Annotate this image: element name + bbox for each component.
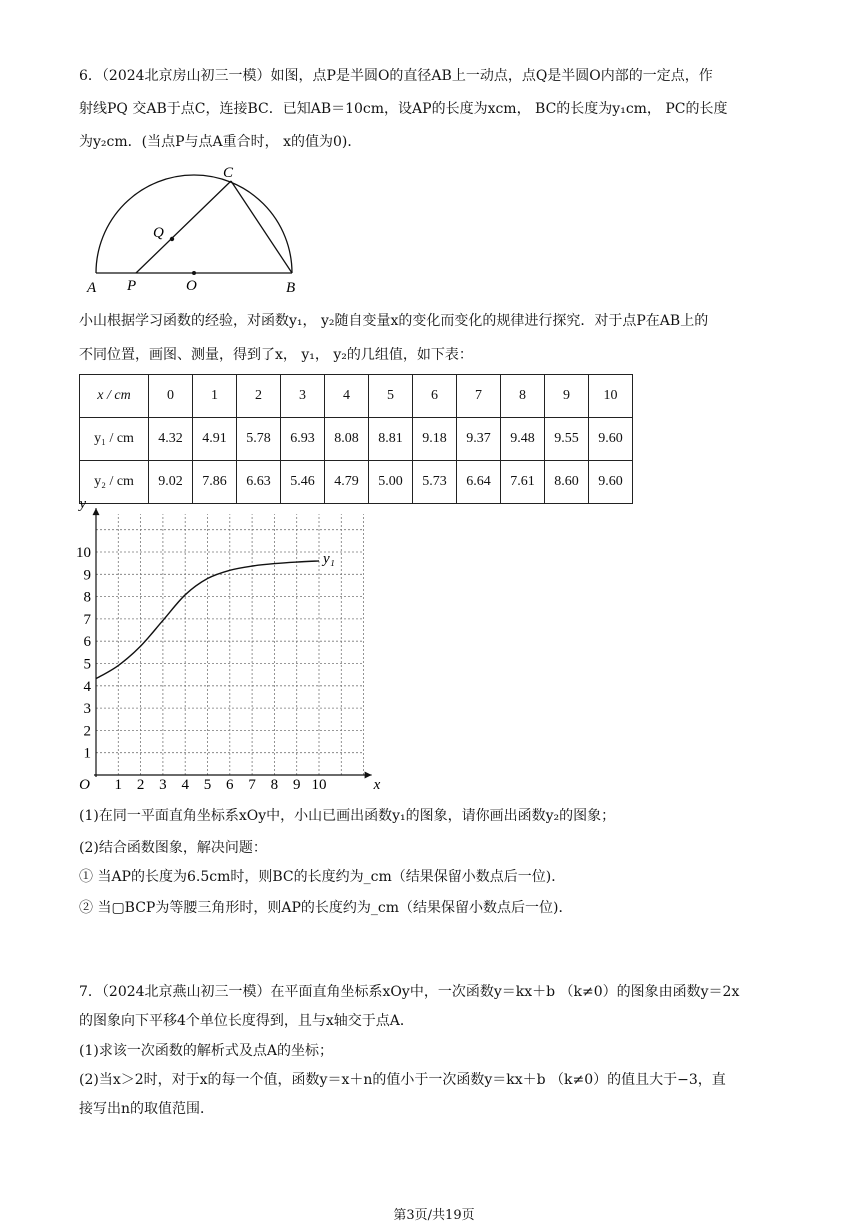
table-cell: 4.79 xyxy=(325,461,369,504)
table-row-x xyxy=(80,375,633,418)
x-axis-label: x xyxy=(373,777,381,793)
label-P: P xyxy=(127,278,137,294)
table-cell: 6.64 xyxy=(457,461,501,504)
q6-sub-1: ① 当AP的长度为6.5cm时，则BC的长度约为_cm（结果保留小数点后一位)． xyxy=(79,869,566,885)
label-C: C xyxy=(223,165,234,181)
table-cell: 5.00 xyxy=(369,461,413,504)
table-cell: 9.60 xyxy=(589,418,633,461)
series-label-y1: y₁ xyxy=(323,550,335,567)
y-tick-label: 6 xyxy=(83,634,91,651)
page-footer: 第3页/共19页 xyxy=(393,1208,475,1223)
point-O-dot xyxy=(192,271,196,275)
table-cell: 3 xyxy=(281,375,325,418)
point-Q-dot xyxy=(170,237,174,241)
y-tick-label: 8 xyxy=(83,589,91,606)
ray-PC xyxy=(136,181,231,273)
table-cell: 8.60 xyxy=(545,461,589,504)
table-cell: 4.91 xyxy=(193,418,237,461)
table-cell: 5.78 xyxy=(237,418,281,461)
table-cell: 6.63 xyxy=(237,461,281,504)
q6-para-2: 不同位置，画图、测量，得到了x， y₁， y₂的几组值，如下表： xyxy=(79,347,473,363)
table-cell: 9.37 xyxy=(457,418,501,461)
table-cell: 6 xyxy=(413,375,457,418)
table-header-y2: y₂ / cm xyxy=(80,461,149,504)
x-tick-label: 9 xyxy=(292,777,301,793)
table-cell: 9.18 xyxy=(413,418,457,461)
y-axis-label: y xyxy=(79,496,86,513)
x-tick-label: 3 xyxy=(159,777,167,793)
table-cell: 7 xyxy=(457,375,501,418)
table-cell: 8.81 xyxy=(369,418,413,461)
label-A: A xyxy=(87,280,97,296)
x-tick-label: 4 xyxy=(181,777,189,793)
x-tick-label: 5 xyxy=(203,777,212,793)
table-cell: 8 xyxy=(501,375,545,418)
q7-line-1: 7．（2024北京燕山初三一模）在平面直角坐标系xOy中，一次函数y＝kx＋b （k≠0）的图象由函数y＝2x xyxy=(79,984,740,1000)
q6-line-2: 射线PQ 交AB于点C，连接BC．已知AB＝10cm，设AP的长度为xcm， BC的长度为y₁cm， PC的长度 xyxy=(79,101,728,117)
q6-line-1: 6．（2024北京房山初三一模）如图，点P是半圆O的直径AB上一动点，点Q是半圆O内部的一定点，作 xyxy=(79,68,713,84)
table-cell: 7.86 xyxy=(193,461,237,504)
segment-BC xyxy=(231,181,292,273)
table-header-x: x / cm xyxy=(80,375,149,418)
x-axis-arrow xyxy=(365,772,372,779)
x-tick-label: 8 xyxy=(270,777,279,793)
y-tick-label: 7 xyxy=(83,611,91,628)
data-table xyxy=(79,374,633,504)
table-cell: 7.61 xyxy=(501,461,545,504)
q6-part-1: (1)在同一平面直角坐标系xOy中，小山已画出函数y₁的图象，请你画出函数y₂的图象； xyxy=(79,808,616,824)
q7-part-2a: (2)当x＞2时，对于x的每一个值，函数y＝x＋n的值小于一次函数y＝kx＋b （k≠0）的值且大于−3，直 xyxy=(79,1072,726,1088)
x-tick-label: 7 xyxy=(248,777,256,793)
table-cell: 9.55 xyxy=(545,418,589,461)
table-cell: 9.02 xyxy=(149,461,193,504)
table-cell: 2 xyxy=(237,375,281,418)
table-cell: 5.46 xyxy=(281,461,325,504)
y-tick-label: 3 xyxy=(83,701,91,718)
table-header-y1: y₁ / cm xyxy=(80,418,149,461)
table-cell: 9.60 xyxy=(589,461,633,504)
x-tick-label: 1 xyxy=(114,777,123,793)
q6-para-1: 小山根据学习函数的经验，对函数y₁， y₂随自变量x的变化而变化的规律进行探究．对于点P在AB上的 xyxy=(79,313,709,329)
q7-line-2: 的图象向下平移4个单位长度得到，且与x轴交于点A． xyxy=(79,1013,414,1029)
table-cell: 9 xyxy=(545,375,589,418)
table-cell: 10 xyxy=(589,375,633,418)
y-axis-arrow xyxy=(93,508,100,515)
y-tick-label: 5 xyxy=(83,656,91,673)
x-tick-label: 10 xyxy=(311,777,327,793)
x-tick-label: 6 xyxy=(226,777,234,793)
table-cell: 8.08 xyxy=(325,418,369,461)
origin-label: O xyxy=(79,777,90,793)
x-tick-label: 2 xyxy=(136,777,145,793)
table-cell: 6.93 xyxy=(281,418,325,461)
q6-sub-2: ② 当▢BCP为等腰三角形时，则AP的长度约为_cm（结果保留小数点后一位)． xyxy=(79,900,573,916)
table-cell: 4 xyxy=(325,375,369,418)
semicircle-figure xyxy=(80,160,310,300)
function-graph xyxy=(74,496,381,795)
table-cell: 5.73 xyxy=(413,461,457,504)
table-row-y2 xyxy=(80,461,633,504)
q6-line-3: 为y₂cm．(当点P与点A重合时， x的值为0)． xyxy=(79,134,362,150)
q7-part-1: (1)求该一次函数的解析式及点A的坐标； xyxy=(79,1043,333,1059)
y-tick-label: 10 xyxy=(76,545,91,561)
table-cell: 5 xyxy=(369,375,413,418)
y-tick-label: 4 xyxy=(83,678,91,695)
y-tick-label: 9 xyxy=(83,567,91,584)
q7-part-2b: 接写出n的取值范围． xyxy=(79,1101,215,1117)
label-O: O xyxy=(186,278,197,294)
label-Q: Q xyxy=(153,225,164,241)
label-B: B xyxy=(286,280,296,296)
table-cell: 1 xyxy=(193,375,237,418)
y-tick-label: 2 xyxy=(83,723,91,740)
semicircle-arc xyxy=(96,175,292,273)
table-cell: 9.48 xyxy=(501,418,545,461)
table-row-y1 xyxy=(80,418,633,461)
q6-part-2: (2)结合函数图象，解决问题： xyxy=(79,840,267,856)
table-cell: 4.32 xyxy=(149,418,193,461)
table-cell: 0 xyxy=(149,375,193,418)
y-tick-label: 1 xyxy=(83,745,91,762)
